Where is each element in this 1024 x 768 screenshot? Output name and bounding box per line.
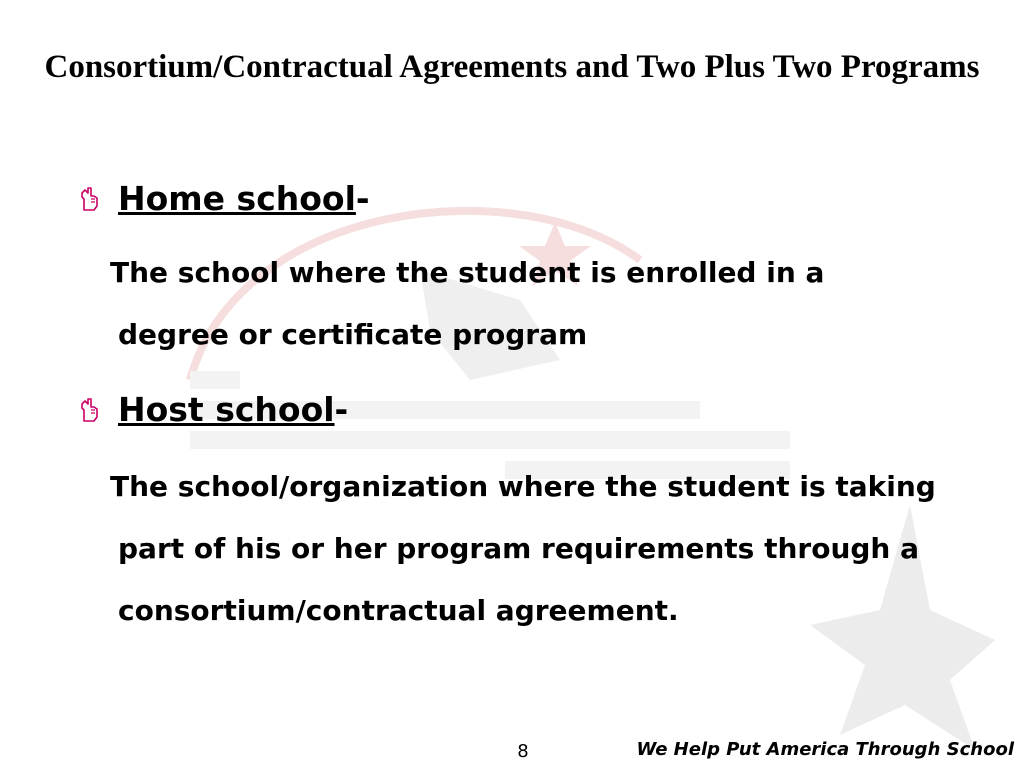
footer-tagline: We Help Put America Through School xyxy=(636,739,1014,760)
pointing-hand-icon xyxy=(78,186,104,212)
term-home-school: Home school xyxy=(118,179,356,218)
term-suffix: - xyxy=(334,390,349,429)
bullet-heading xyxy=(118,178,370,220)
bullet-home-school xyxy=(78,178,998,228)
pointing-hand-icon xyxy=(78,397,104,423)
definition-host-school: The school/organization where the student is taking part of his or her program requirements through a consortium/contractual agreement. xyxy=(110,470,936,627)
slide-title: Consortium/Contractual Agreements and Two Plus Two Programs xyxy=(44,49,980,85)
bullet-host-school xyxy=(78,389,998,439)
page-number: 8 xyxy=(517,741,529,762)
bullet-heading xyxy=(118,389,348,431)
term-host-school: Host school xyxy=(118,390,335,429)
definition-home-school: The school where the student is enrolled in a degree or certificate program xyxy=(110,256,825,351)
term-suffix: - xyxy=(355,179,370,218)
